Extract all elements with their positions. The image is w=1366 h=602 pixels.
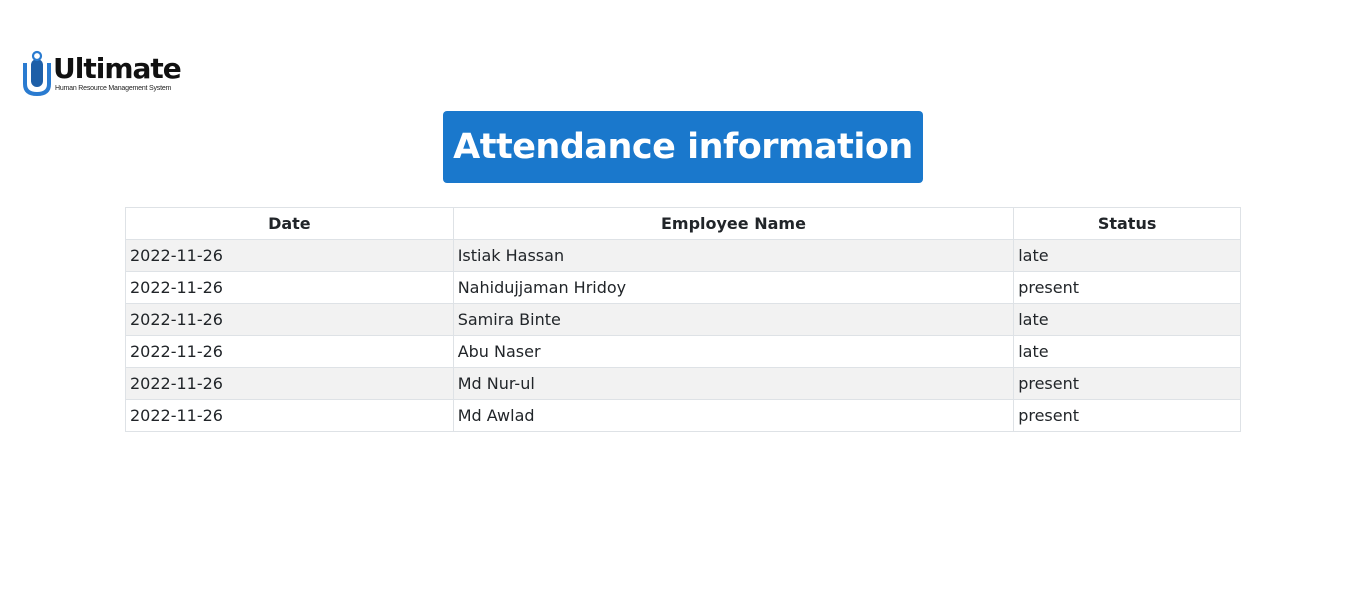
table-row xyxy=(126,368,1241,400)
cell-employee-name: Md Nur-ul xyxy=(453,368,1013,400)
cell-employee-name: Md Awlad xyxy=(453,400,1013,432)
column-header-employee-name: Employee Name xyxy=(453,208,1013,240)
table-header-row xyxy=(126,208,1241,240)
table-row xyxy=(126,400,1241,432)
attendance-table xyxy=(125,207,1241,432)
cell-status: late xyxy=(1014,304,1241,336)
cell-employee-name: Istiak Hassan xyxy=(453,240,1013,272)
logo-tagline: Human Resource Management System xyxy=(55,85,172,92)
cell-status: present xyxy=(1014,272,1241,304)
cell-date: 2022-11-26 xyxy=(126,272,454,304)
cell-status: late xyxy=(1014,240,1241,272)
cell-date: 2022-11-26 xyxy=(126,304,454,336)
cell-employee-name: Abu Naser xyxy=(453,336,1013,368)
cell-date: 2022-11-26 xyxy=(126,240,454,272)
cell-status: late xyxy=(1014,336,1241,368)
cell-status: present xyxy=(1014,400,1241,432)
table-row xyxy=(126,304,1241,336)
cell-date: 2022-11-26 xyxy=(126,336,454,368)
column-header-date: Date xyxy=(126,208,454,240)
page-title: Attendance information xyxy=(453,127,913,167)
cell-status: present xyxy=(1014,368,1241,400)
cell-employee-name: Nahidujjaman Hridoy xyxy=(453,272,1013,304)
cell-date: 2022-11-26 xyxy=(126,400,454,432)
table-row xyxy=(126,272,1241,304)
column-header-status: Status xyxy=(1014,208,1241,240)
logo-mark-icon xyxy=(22,50,54,96)
logo[interactable] xyxy=(22,50,192,96)
logo-wordmark: Ultimate xyxy=(53,52,181,85)
page-title-banner xyxy=(443,111,923,183)
table-row xyxy=(126,240,1241,272)
cell-employee-name: Samira Binte xyxy=(453,304,1013,336)
table-row xyxy=(126,336,1241,368)
cell-date: 2022-11-26 xyxy=(126,368,454,400)
